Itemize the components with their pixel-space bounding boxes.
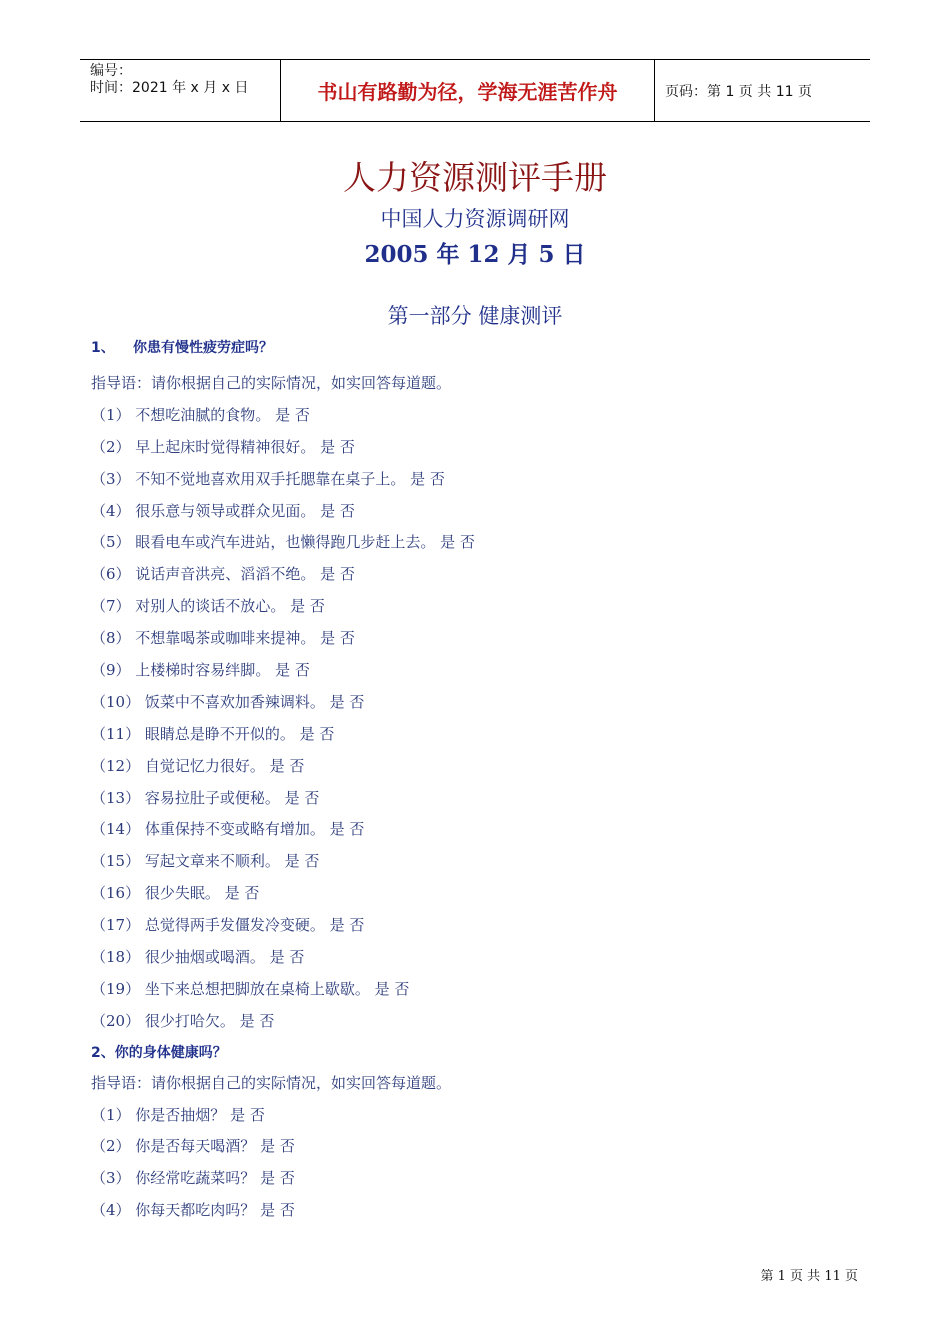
question-1-number: 1、: [91, 340, 115, 356]
list-item: （2） 早上起床时觉得精神很好。 是 否: [91, 437, 355, 456]
list-item: （15） 写起文章来不顺利。 是 否: [91, 852, 320, 871]
organization-name: 中国人力资源调研网: [380, 207, 570, 231]
question-2-guide: 指导语：请你根据自己的实际情况，如实回答每道题。: [91, 1073, 452, 1092]
list-item: （3） 你经常吃蔬菜吗？ 是 否: [91, 1169, 295, 1188]
list-item: （10） 饭菜中不喜欢加香辣调料。 是 否: [91, 692, 365, 711]
question-1-items: [91, 400, 871, 1038]
list-item: （4） 你每天都吃肉吗？ 是 否: [91, 1201, 295, 1220]
number-label: 编号：: [90, 63, 132, 79]
list-item: （1） 不想吃油腻的食物。 是 否: [91, 405, 310, 424]
list-item: （20） 很少打哈欠。 是 否: [91, 1011, 275, 1030]
list-item: （1） 你是否抽烟？ 是 否: [91, 1105, 265, 1124]
question-2-heading: 2、你的身体健康吗？: [91, 1044, 227, 1061]
question-2-items: [91, 1100, 871, 1228]
header-table: [80, 59, 870, 122]
list-item: （18） 很少抽烟或喝酒。 是 否: [91, 948, 305, 967]
document-title: 人力资源测评手册: [343, 158, 607, 197]
list-item: （6） 说话声音洪亮、滔滔不绝。 是 否: [91, 565, 355, 584]
header-meta: [80, 60, 281, 121]
list-item: （17） 总觉得两手发僵发冷变硬。 是 否: [91, 916, 365, 935]
list-item: （4） 很乐意与领导或群众见面。 是 否: [91, 501, 355, 520]
list-item: （7） 对别人的谈话不放心。 是 否: [91, 597, 325, 616]
question-1-heading: [91, 336, 871, 368]
list-item: （11） 眼睛总是睁不开似的。 是 否: [91, 724, 335, 743]
list-item: （12） 自觉记忆力很好。 是 否: [91, 756, 305, 775]
document-date: 2005 年 12 月 5 日: [364, 241, 586, 268]
list-item: （16） 很少失眠。 是 否: [91, 884, 260, 903]
time-label: 时间：2021 年 x 月 x 日: [90, 80, 249, 96]
document-body: [91, 336, 871, 1227]
list-item: （13） 容易拉肚子或便秘。 是 否: [91, 788, 320, 807]
list-item: （3） 不知不觉地喜欢用双手托腮靠在桌子上。 是 否: [91, 469, 445, 488]
question-1-guide: 指导语：请你根据自己的实际情况，如实回答每道题。: [91, 374, 452, 392]
list-item: （9） 上楼梯时容易绊脚。 是 否: [91, 661, 310, 680]
question-1-text: 你患有慢性疲劳症吗？: [133, 340, 273, 356]
list-item: （8） 不想靠喝茶或咖啡来提神。 是 否: [91, 629, 355, 648]
part-title: 第一部分 健康测评: [387, 304, 563, 328]
list-item: （5） 眼看电车或汽车进站，也懒得跑几步赶上去。 是 否: [91, 533, 475, 552]
list-item: （2） 你是否每天喝酒？ 是 否: [91, 1137, 295, 1156]
page-footer: 第 1 页 共 11 页: [760, 1269, 858, 1284]
list-item: （14） 体重保持不变或略有增加。 是 否: [91, 820, 365, 839]
header-motto: 书山有路勤为径，学海无涯苦作舟: [281, 60, 655, 121]
list-item: （19） 坐下来总想把脚放在桌椅上歇歇。 是 否: [91, 979, 410, 998]
header-page-info: 页码：第 1 页 共 11 页: [665, 83, 812, 100]
